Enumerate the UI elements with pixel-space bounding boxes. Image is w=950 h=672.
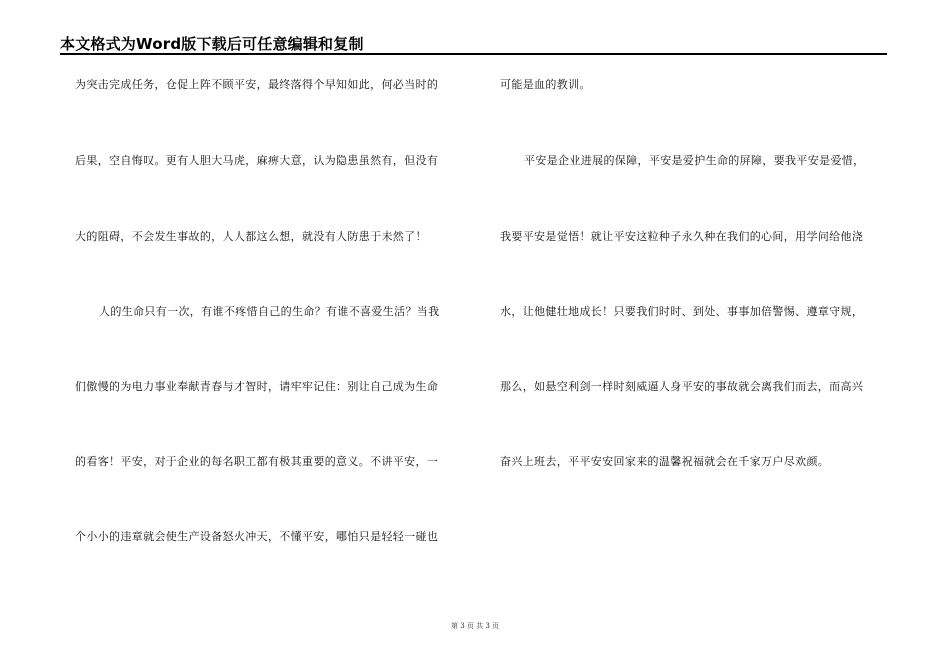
- text-line: 为突击完成任务，仓促上阵不顾平安，最终落得个早知如此，何必当时的: [75, 78, 439, 91]
- header-divider: [60, 53, 887, 55]
- text-line: 那么，如悬空利剑一样时刻威逼人身平安的事故就会离我们而去，而高兴: [500, 380, 864, 393]
- page-number-footer: 第 3 页 共 3 页: [450, 622, 500, 630]
- text-line: 个小小的违章就会使生产设备怒火冲天，不懂平安，哪怕只是轻轻一碰也: [75, 530, 439, 543]
- document-header-title: 本文格式为Word版下载后可任意编辑和复制: [60, 35, 364, 53]
- text-line: 水，让他健壮地成长！只要我们时时、到处、事事加倍警惕、遵章守规，: [500, 305, 864, 318]
- paragraph-first-line: 平安是企业进展的保障，平安是爱护生命的屏障，要我平安是爱惜，: [524, 154, 865, 167]
- text-line: 们傲慢的为电力事业奉献青春与才智时，请牢牢记住：别让自己成为生命: [75, 380, 439, 393]
- text-line: 后果，空自悔叹。更有人胆大马虎，麻痹大意，认为隐患虽然有，但没有: [75, 154, 439, 167]
- text-line: 的看客！平安，对于企业的每名职工都有极其重要的意义。不讲平安，一: [75, 455, 439, 468]
- text-line: 大的阻碍，不会发生事故的，人人都这么想，就没有人防患于未然了！: [75, 230, 427, 243]
- text-line: 可能是血的教训。: [500, 78, 591, 91]
- text-line: 我要平安是觉悟！就让平安这粒种子永久种在我们的心间，用学问给他浇: [500, 230, 864, 243]
- text-line: 奋兴上班去，平平安安回家来的温馨祝福就会在千家万户尽欢颜。: [500, 455, 830, 468]
- paragraph-first-line: 人的生命只有一次，有谁不疼惜自己的生命？有谁不喜爱生活？当我: [99, 305, 440, 318]
